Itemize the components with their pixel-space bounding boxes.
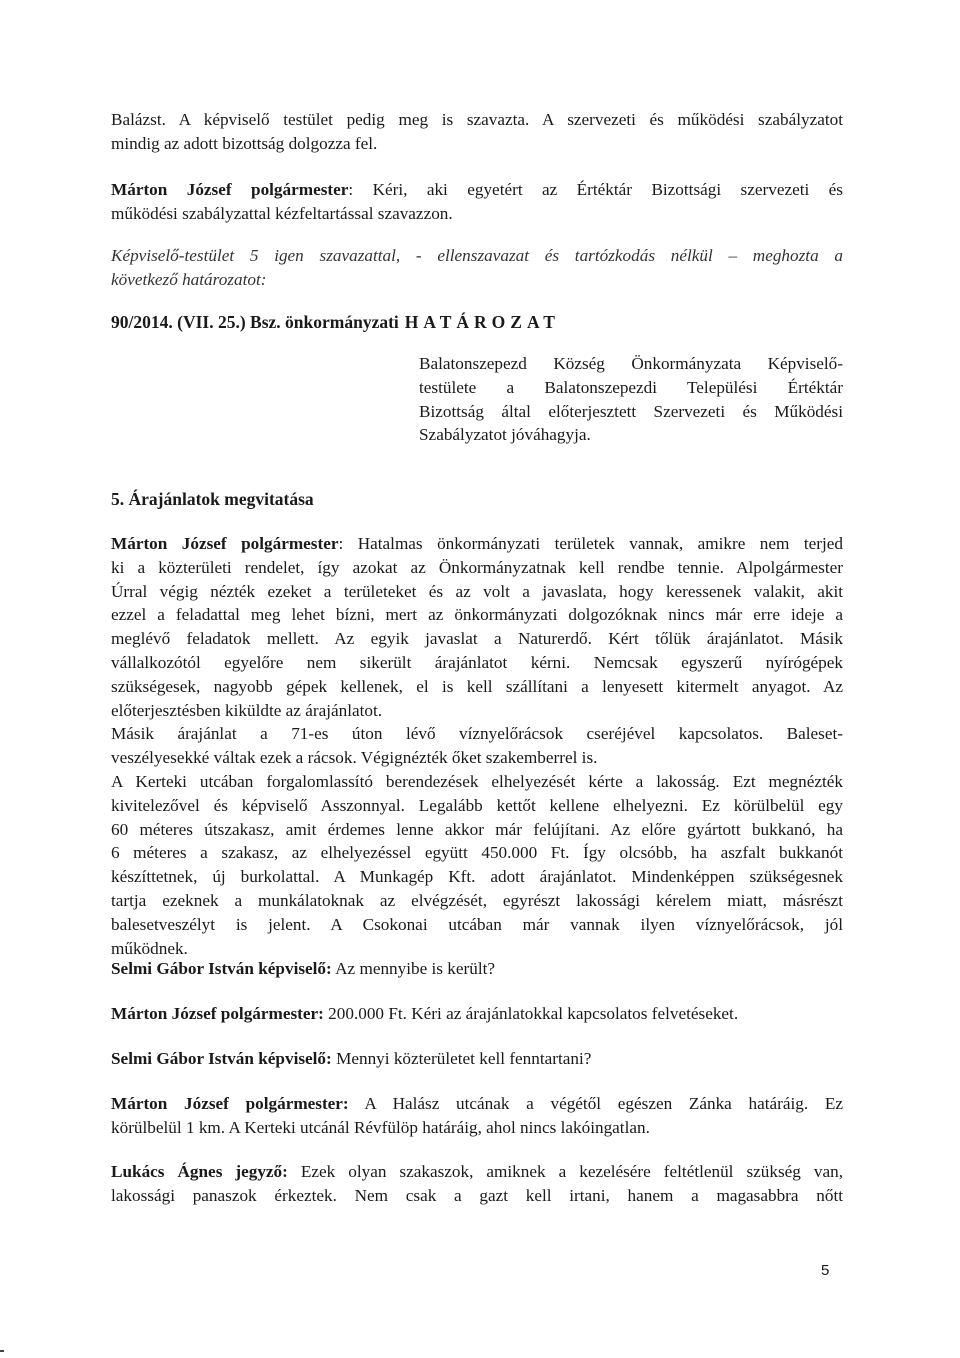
text-line: Szabályzatot jóváhagyja. <box>419 425 591 445</box>
resolution-number: 90/2014. (VII. 25.) Bsz. önkormányzati <box>111 312 399 332</box>
vote-result-paragraph <box>111 244 843 292</box>
text-line <box>111 957 843 981</box>
resolution-label: HATÁROZAT <box>404 312 560 332</box>
text-line: balesetveszélyt is jelent. A Csokonai utcában már vannak ilyen víznyelőrácsok, jól <box>111 914 843 934</box>
text-line: Márton József polgármester: Kéri, aki egyetért az Értéktár Bizottsági szervezeti és <box>111 180 843 199</box>
speaker-name: Selmi Gábor István képviselő: <box>111 1049 332 1068</box>
text-line: tartja ezeknek a munkálatoknak az elvégzését, egyrészt lakossági kérelem miatt, másrészt <box>111 890 843 910</box>
text-line: ezzel a feladattal meg lehet bízni, mert az önkormányzati dolgozóknak nincs már erre ideje a <box>111 605 843 625</box>
text-line: A Kerteki utcában forgalomlassító berendezések elhelyezését kérte a lakosság. Ezt megnézték <box>111 771 843 791</box>
paragraph-2 <box>111 178 843 226</box>
speech-paragraph-2 <box>111 957 843 981</box>
text-line: Másik árajánlat a 71-es úton lévő víznyelőrácsok cseréjével kapcsolatos. Baleset- <box>111 724 843 744</box>
page-number: 5 <box>821 1262 830 1279</box>
text-line <box>111 1002 843 1026</box>
text-line: kivitelezővel és képviselő Asszonnyal. Legalább kettőt kellene elhelyezni. Ez körülbelül egy <box>111 795 843 815</box>
text-line: meglévő feladatok mellett. Az egyik javaslat a Naturerdő. Kért tőlük árajánlatot. Másik <box>111 629 843 649</box>
text-line: Úrral végig nézték ezeket a területeket és az volt a javaslata, hogy keressenek valakit, akit <box>111 581 843 601</box>
text-line: lakossági panaszok érkeztek. Nem csak a gazt kell irtani, hanem a magasabbra nőtt <box>111 1185 843 1205</box>
text-line: mindig az adott bizottság dolgozza fel. <box>111 133 378 153</box>
text-line: Bizottság által előterjesztett Szervezeti és Működési <box>419 401 843 421</box>
resolution-title <box>111 312 560 333</box>
speech-text: Kéri, aki egyetért az Értéktár Bizottsági szervezeti és <box>372 180 843 199</box>
text-line: testülete a Balatonszepezdi Települési Értéktár <box>419 377 843 397</box>
speech-text: Az mennyibe is került? <box>335 959 496 978</box>
text-line: Balázst. A képviselő testület pedig meg is szavazta. A szervezeti és működési szabályzatot <box>111 110 843 129</box>
text-line: körülbelül 1 km. A Kerteki utcánál Révfülöp határáig, ahol nincs lakóingatlan. <box>111 1117 650 1137</box>
speaker-name: Márton József polgármester <box>111 534 339 553</box>
text-line: következő határozatot: <box>111 269 267 289</box>
scan-mark <box>0 1350 4 1352</box>
text-line: veszélyesekké váltak ezek a rácsok. Végignézték őket szakemberrel is. <box>111 748 598 768</box>
text-line: készíttetnek, új burkolattal. A Munkagép Kft. adott árajánlatot. Mindenképpen szükségesnek <box>111 867 843 887</box>
text-line: szükségesek, nagyobb gépek kellenek, el is kell szállítani a lenyesett kitermelt anyagot. Az <box>111 676 843 696</box>
text-line: működnek. <box>111 938 188 958</box>
text-line: működési szabályzattal kézfeltartással szavazzon. <box>111 203 453 223</box>
speaker-name: Lukács Ágnes jegyző: <box>111 1162 288 1181</box>
text-line: Balatonszepezd Község Önkormányzata Képviselő- <box>419 354 843 373</box>
speech-paragraph-4 <box>111 1047 843 1071</box>
speech-text: Hatalmas önkormányzati területek vannak, amikre nem terjed <box>357 534 843 553</box>
section-heading: 5. Árajánlatok megvitatása <box>111 489 314 509</box>
speaker-name: Selmi Gábor István képviselő: <box>111 959 332 978</box>
speech-text: A Halász utcának a végétől egészen Zánka határáig. Ez <box>364 1094 843 1113</box>
speaker-name: Márton József polgármester: <box>111 1094 349 1113</box>
speech-paragraph-6 <box>111 1160 843 1208</box>
text-line: ki a közterületi rendelet, így azokat az Önkormányzatnak kell rendbe tennie. Alpolgármester <box>111 557 843 577</box>
text-line: Képviselő-testület 5 igen szavazattal, - ellenszavazat és tartózkodás nélkül – meghozta a <box>111 246 843 265</box>
text-line: 60 méteres útszakasz, amit érdemes lenne akkor már felújítani. Az előre gyártott bukkanó, ha <box>111 819 843 839</box>
speaker-name: Márton József polgármester: <box>111 1004 324 1023</box>
speech-paragraph-3 <box>111 1002 843 1026</box>
text-line <box>111 1160 843 1184</box>
speech-text: Mennyi közterületet kell fenntartani? <box>336 1049 592 1068</box>
text-line <box>111 1047 843 1071</box>
text-line <box>111 1092 843 1116</box>
text-line: előterjesztésben kiküldte az árajánlatot. <box>111 700 383 720</box>
speech-text: Ezek olyan szakaszok, amiknek a kezelésére feltétlenül szükség van, <box>300 1162 843 1181</box>
speaker-name: Márton József polgármester <box>111 180 349 199</box>
speech-text: 200.000 Ft. Kéri az árajánlatokkal kapcsolatos felvetéseket. <box>328 1004 739 1023</box>
text-line: vállalkozótól egyelőre nem sikerült árajánlatot kérni. Nemcsak egyszerű nyírógépek <box>111 652 843 672</box>
text-line: 6 méteres a szakasz, az elhelyezéssel együtt 450.000 Ft. Így olcsóbb, ha aszfalt bukkanót <box>111 843 843 863</box>
speech-paragraph-5 <box>111 1092 843 1140</box>
resolution-text <box>419 352 843 447</box>
paragraph-1 <box>111 108 843 156</box>
text-line: Márton József polgármester: Hatalmas önkormányzati területek vannak, amikre nem terjed <box>111 534 843 553</box>
speech-paragraph-1 <box>111 532 843 960</box>
